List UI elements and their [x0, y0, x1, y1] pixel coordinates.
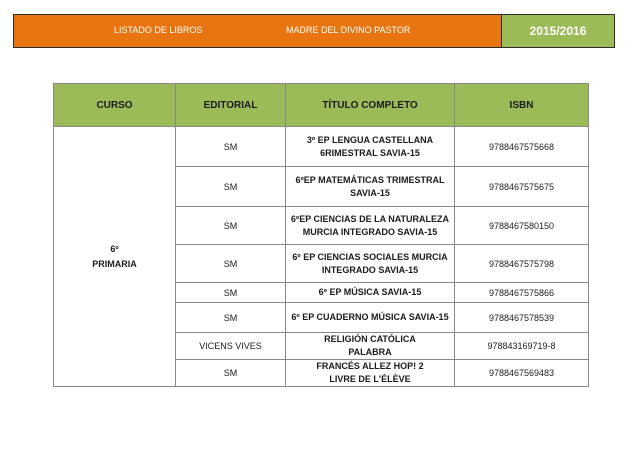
isbn-cell: 9788467575866 [455, 283, 589, 303]
title-cell [286, 167, 455, 207]
curso-label-line: 6º [110, 243, 119, 254]
header-bar [13, 14, 615, 48]
title-line: MURCIA INTEGRADO SAVIA-15 [302, 226, 438, 237]
editorial-cell: VICENS VIVES [176, 333, 286, 360]
title-line: 6º EP CUADERNO MÚSICA SAVIA-15 [291, 312, 449, 322]
header-school-name: MADRE DEL DIVINO PASTOR [286, 25, 411, 35]
title-line: LIVRE DE L'ÉLÈVE [329, 374, 411, 384]
isbn-cell: 9788467580150 [455, 207, 589, 245]
title-line: 3º EP LENGUA CASTELLANA [306, 134, 434, 145]
column-header-curso: CURSO [54, 84, 176, 127]
header-list-title: LISTADO DE LIBROS [114, 25, 203, 35]
title-line: 6ºEP MATEMÁTICAS TRIMESTRAL [295, 174, 445, 185]
isbn-cell: 9788467569483 [455, 360, 589, 387]
editorial-cell: SM [176, 245, 286, 283]
title-cell [286, 127, 455, 167]
editorial-cell: SM [176, 303, 286, 333]
column-header-editorial: EDITORIAL [176, 84, 286, 127]
column-header-titulo: TÍTULO COMPLETO [286, 84, 455, 127]
editorial-cell: SM [176, 167, 286, 207]
isbn-cell: 9788467575675 [455, 167, 589, 207]
title-line: RELIGIÓN CATÓLICA [324, 334, 416, 344]
header-year: 2015/2016 [502, 15, 614, 47]
column-header-isbn: ISBN [455, 84, 589, 127]
isbn-cell: 978843169719-8 [455, 333, 589, 360]
title-line: 6ºEP CIENCIAS DE LA NATURALEZA [290, 213, 450, 224]
title-line: 6RIMESTRAL SAVIA-15 [320, 147, 420, 158]
curso-cell [54, 127, 176, 387]
editorial-cell: SM [176, 283, 286, 303]
title-cell [286, 245, 455, 283]
editorial-cell: SM [176, 360, 286, 387]
title-cell [286, 283, 455, 303]
title-line: 6º EP MÚSICA SAVIA-15 [318, 287, 422, 297]
title-cell [286, 360, 455, 387]
title-line: INTEGRADO SAVIA-15 [321, 264, 419, 275]
isbn-cell: 9788467578539 [455, 303, 589, 333]
editorial-cell: SM [176, 207, 286, 245]
title-line: 6º EP CIENCIAS SOCIALES MURCIA [292, 251, 448, 262]
table-header-row [54, 84, 589, 127]
editorial-cell: SM [176, 127, 286, 167]
isbn-cell: 9788467575798 [455, 245, 589, 283]
title-line: PALABRA [348, 347, 392, 357]
table-row [54, 127, 589, 167]
book-list-table [53, 83, 589, 387]
curso-label-line: PRIMARIA [92, 258, 137, 269]
title-line: SAVIA-15 [350, 187, 390, 198]
title-line: FRANCÉS ALLEZ HOP! 2 [316, 361, 424, 371]
header-title-area [14, 15, 502, 47]
isbn-cell: 9788467575668 [455, 127, 589, 167]
title-cell [286, 207, 455, 245]
title-cell [286, 303, 455, 333]
title-cell [286, 333, 455, 360]
